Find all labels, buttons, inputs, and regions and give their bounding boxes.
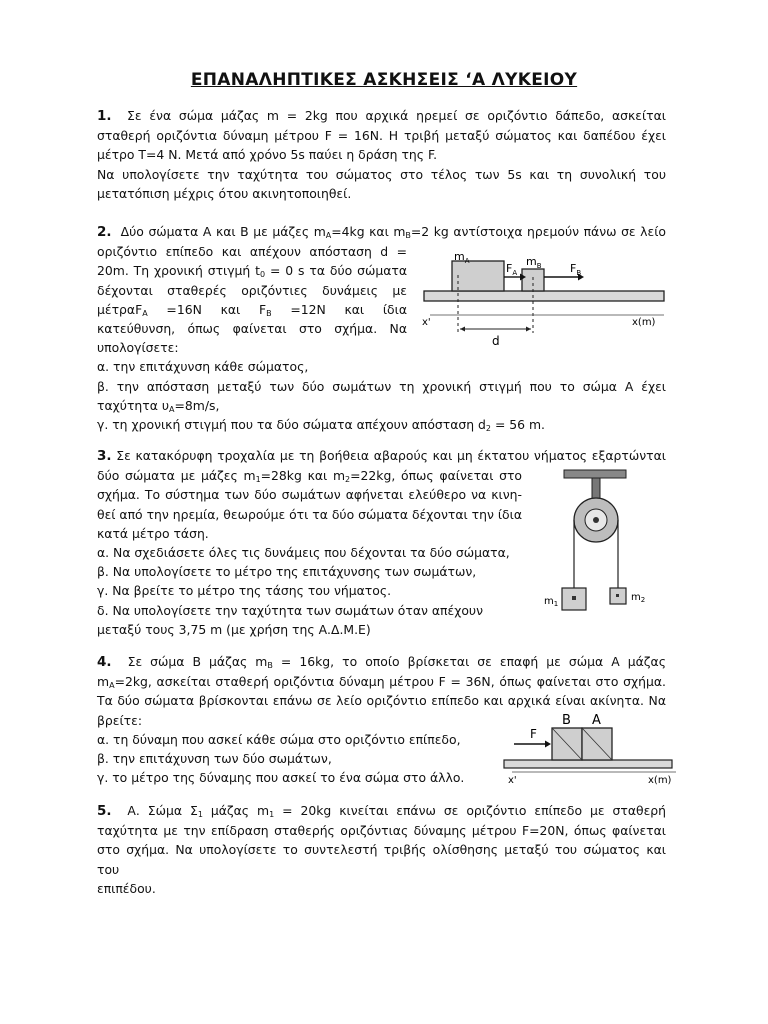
- problem-2-text-5b: F: [135, 301, 143, 317]
- problem-4-line-1: [97, 652, 666, 672]
- problem-2-question-b-cont: [97, 396, 666, 415]
- problem-3-text-2c: =22kg, όπως φαίνεται στο: [350, 468, 523, 484]
- label-x-left: x': [422, 317, 431, 328]
- problem-2-text-b2b: =8m/s,: [174, 397, 220, 413]
- problem-3-question-c: γ. Να βρείτε το μέτρο της τάσης του νήματος.: [97, 583, 392, 599]
- problem-2-line-1: [97, 222, 666, 242]
- label-block-b: B: [562, 713, 571, 728]
- problem-5-line-3: στο σχήμα. Να υπολογίσετε το συντελεστή τριβής ολίσθησης μεταξύ του σώματος και του: [97, 842, 666, 877]
- sub: B: [266, 308, 272, 318]
- label-m2: $m_2$: [631, 592, 646, 604]
- problem-4-line-4: βρείτε:: [97, 712, 142, 728]
- problem-1-number: 1.: [97, 108, 112, 124]
- problem-4-text-1b: = 16kg, το οποίο βρίσκεται σε επαφή με σώμα Α μάζας: [272, 654, 666, 669]
- problem-2-line-4: δέχονται σταθερές οριζόντιες δυνάμεις με: [97, 282, 407, 298]
- problem-2-text-1c: =2 kg αντίστοιχα ηρεμούν πάνω σε λείο: [410, 224, 666, 239]
- sub: B: [405, 231, 411, 240]
- label-f: F: [530, 727, 537, 741]
- problem-3-line-1: [97, 446, 666, 466]
- problem-3-line-3: σχήμα. Το σύστημα των δύο σωμάτων αφήνεται ελεύθερο να κινη-: [97, 487, 522, 503]
- block-a: [452, 261, 504, 291]
- problem-1-line-5: μετατόπιση μέχρις ότου ακινητοποιηθεί.: [97, 185, 352, 201]
- ceiling-mount: [564, 470, 626, 478]
- sub: 1: [269, 810, 275, 819]
- problem-4-line-2: [97, 672, 666, 691]
- problem-3-text-2a: δύο σώματα με μάζες m: [97, 468, 256, 484]
- figure-4-pushed-blocks: [500, 708, 680, 788]
- problem-1: [97, 106, 666, 203]
- figure-2-two-blocks: [420, 247, 670, 352]
- sub: 2: [345, 475, 351, 485]
- label-x-right: x(m): [632, 317, 656, 328]
- problem-5: [97, 801, 666, 898]
- page-title: ΕΠΑΝΑΛΗΠΤΙΚΕΣ ΑΣΚΗΣΕΙΣ ‘Α ΛΥΚΕΙΟΥ: [190, 70, 578, 90]
- sub: 2: [485, 424, 492, 434]
- label-d: d: [492, 334, 500, 348]
- problem-2-line-6: κατεύθυνση, όπως φαίνεται στο σχήμα. Να: [97, 321, 407, 337]
- problem-4-question-b: β. την επιτάχυνση των δύο σωμάτων,: [97, 751, 332, 767]
- label-fa: $F_A$: [506, 262, 518, 277]
- problem-4-line-3: Τα δύο σώματα βρίσκονται επάνω σε λείο οριζόντιο επίπεδο και αρχικά είναι ακίνητα. Να: [97, 693, 666, 709]
- label-mb: $m_B$: [526, 255, 542, 270]
- problem-3-question-d-cont: μεταξύ τους 3,75 m (με χρήση της Α.Δ.Μ.Ε): [97, 621, 371, 637]
- problem-5-text-1a: Α. Σώμα Σ: [127, 803, 198, 818]
- problem-2-text-5c: =16N και F: [147, 301, 267, 317]
- problem-2-line-2: οριζόντιο επίπεδο και απέχουν απόσταση d =: [97, 244, 407, 260]
- problem-4-number: 4.: [97, 654, 112, 670]
- problem-1-text-1: Σε ένα σώμα μάζας m = 2kg που αρχικά ηρεμεί σε οριζόντιο δάπεδο, ασκείται: [127, 108, 666, 123]
- problem-2-line-5: [97, 300, 407, 319]
- problem-1-line-2: σταθερή οριζόντια δύναμη μέτρου F = 16N. Η τριβή μεταξύ σώματος και δαπέδου έχει: [97, 128, 666, 144]
- figure-3-pulley: [540, 470, 665, 615]
- problem-3-line-4: θεί από την ηρεμία, θεωρούμε ότι τα δύο σώματα δέχονται την ίδια: [97, 506, 522, 522]
- problem-3-number: 3.: [97, 448, 112, 464]
- distance-arrow-left: [460, 327, 465, 332]
- problem-1-line-1: [97, 106, 666, 126]
- problem-4-text-2b: =2kg, ασκείται σταθερή οριζόντια δύναμη μέτρου F = 36N, όπως φαίνεται στο σχήμα.: [114, 674, 666, 690]
- problem-2-text-cb: = 56 m.: [491, 417, 545, 433]
- problem-4-text-1a: Σε σώμα Β μάζας m: [127, 654, 268, 669]
- problem-2-question-c: [97, 415, 666, 434]
- problem-2-text-ca: γ. τη χρονική στιγμή που τα δύο σώματα απέχουν απόσταση d: [97, 417, 486, 433]
- floor-plank: [424, 291, 664, 301]
- problem-2-line-7: υπολογίσετε:: [97, 340, 179, 356]
- sub: A: [142, 308, 148, 318]
- problem-5-text-1b: μάζας m: [202, 803, 270, 818]
- problem-2-number: 2.: [97, 224, 112, 240]
- problem-2-text-5rest: [135, 302, 407, 317]
- problem-2-text-5d: =12N και ίδια: [271, 301, 407, 317]
- label-x-right: x(m): [648, 775, 672, 786]
- label-m1: $m_1$: [544, 596, 559, 608]
- problem-3-question-b: β. Να υπολογίσετε το μέτρο της επιτάχυνσης των σωμάτων,: [97, 564, 477, 580]
- force-f-arrowhead: [545, 741, 551, 748]
- label-ma: $m_A$: [454, 250, 470, 265]
- problem-5-text-1c: = 20kg κινείται επάνω σε οριζόντιο επίπεδο με σταθερή: [274, 803, 666, 818]
- problem-3-question-d: δ. Να υπολογίσετε την ταχύτητα των σωμάτων όταν απέχουν: [97, 602, 484, 618]
- sub: A: [325, 231, 332, 240]
- sub: 1: [255, 475, 261, 485]
- problem-1-line-3: μέτρο T=4 N. Μετά από χρόνο 5s παύει η δράση της F.: [97, 147, 438, 163]
- label-block-a: A: [592, 713, 601, 728]
- problem-4-text-2a: m: [97, 674, 110, 690]
- problem-2-text-3a: 20m. Τη χρονική στιγμή t: [97, 263, 261, 279]
- label-fb: $F_B$: [570, 262, 582, 277]
- floor-plank: [504, 760, 672, 768]
- problem-2-text-5a: μέτρα: [97, 301, 136, 317]
- problem-2-text-1a: Δύο σώματα Α και Β με μάζες m: [120, 224, 326, 239]
- problem-3-text-2b: =28kg και m: [260, 468, 346, 484]
- problem-1-line-4: Να υπολογίσετε την ταχύτητα του σώματος στο τέλος των 5s και τη συνολική του: [97, 166, 666, 182]
- problem-2-question-b: β. την απόσταση μεταξύ των δύο σωμάτων τη χρονική στιγμή που το σώμα Α έχει: [97, 378, 666, 394]
- problem-2-line-3: [97, 261, 407, 280]
- pulley-axle: [593, 517, 599, 523]
- problem-5-line-1: [97, 801, 666, 821]
- problem-2-question-a: α. την επιτάχυνση κάθε σώματος,: [97, 359, 309, 375]
- distance-arrow-right: [526, 327, 531, 332]
- problem-2-text-b2a: ταχύτητα υ: [97, 397, 170, 413]
- sub: 0: [260, 270, 266, 280]
- sub: 1: [197, 810, 203, 819]
- problem-2-text-3b: = 0 s τα δύο σώματα: [265, 263, 407, 279]
- problem-3-text-1: Σε κατακόρυφη τροχαλία με τη βοήθεια αβαρούς και μη έκτατου νήματος εξαρτώνται: [116, 448, 666, 463]
- problem-3-line-2: [97, 466, 522, 485]
- problem-3-line-5: κατά μέτρο τάση.: [97, 525, 209, 541]
- sub: B: [267, 661, 273, 670]
- sub: A: [169, 404, 175, 414]
- problem-5-line-4: επιπέδου.: [97, 880, 156, 896]
- problem-2-text-1b: =4kg και m: [331, 224, 406, 239]
- label-x-left: x': [508, 775, 517, 786]
- problem-4-question-a: α. τη δύναμη που ασκεί κάθε σώμα στο οριζόντιο επίπεδο,: [97, 731, 461, 747]
- problem-5-number: 5.: [97, 803, 112, 819]
- problem-5-line-2: ταχύτητα με την επίδραση σταθερής οριζόντιας δύναμης μέτρου F=20N, όπως φαίνεται: [97, 823, 666, 839]
- sub: A: [109, 681, 115, 691]
- problem-4-question-c: γ. το μέτρο της δύναμης που ασκεί το ένα σώμα στο άλλο.: [97, 770, 465, 786]
- problem-3-question-a: α. Να σχεδιάσετε όλες τις δυνάμεις που δέχονται τα δύο σώματα,: [97, 545, 510, 561]
